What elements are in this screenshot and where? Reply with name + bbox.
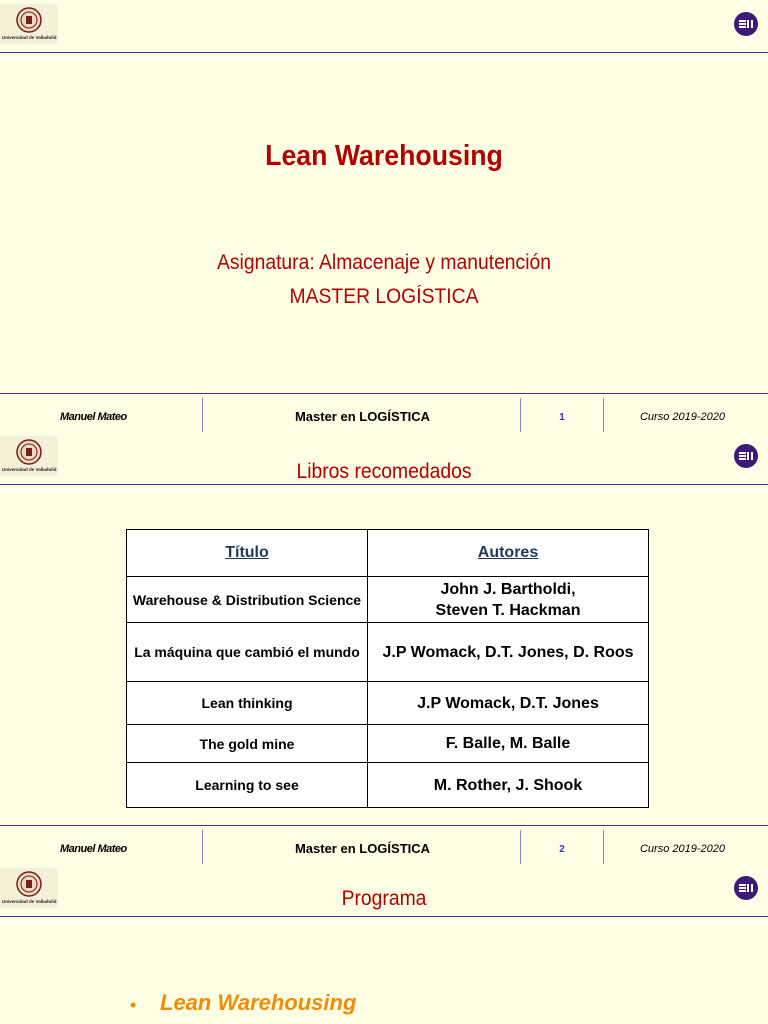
column-header-authors: Autores xyxy=(368,530,649,577)
page-number: 2 xyxy=(559,844,565,855)
table-row xyxy=(127,763,649,808)
footer-divider xyxy=(202,398,203,432)
bullet-text: Lean Warehousing xyxy=(160,990,357,1015)
footer-year: Curso 2019-2020 xyxy=(639,411,725,423)
footer-author: Manuel Mateo xyxy=(60,411,127,423)
footer-divider xyxy=(202,830,203,864)
book-authors xyxy=(368,577,649,623)
books-table xyxy=(126,529,649,808)
table-row xyxy=(127,682,649,725)
table-row xyxy=(127,577,649,623)
header-rule xyxy=(0,52,768,53)
slide-1 xyxy=(0,0,768,432)
page-title: Programa xyxy=(341,887,427,910)
footer-divider xyxy=(520,398,521,432)
bullet-marker: • xyxy=(130,995,137,1015)
book-authors: J.P Womack, D.T. Jones xyxy=(368,682,649,725)
university-logo xyxy=(0,4,58,44)
program-line: MASTER LOGÍSTICA xyxy=(289,285,479,308)
book-authors: F. Balle, M. Balle xyxy=(368,725,649,763)
footer-rule xyxy=(0,393,768,394)
book-title: Lean thinking xyxy=(127,682,368,725)
logo-caption: Universidad de Valladolid xyxy=(2,899,57,904)
page-title: Libros recomedados xyxy=(296,460,472,483)
book-title: Warehouse & Distribution Science xyxy=(127,577,368,623)
table-row xyxy=(127,623,649,682)
page-title: Lean Warehousing xyxy=(265,140,503,172)
eii-badge-icon xyxy=(734,444,758,468)
book-title: Learning to see xyxy=(127,763,368,808)
footer-course: Master en LOGÍSTICA xyxy=(294,409,431,424)
footer-rule xyxy=(0,825,768,826)
table-header-row xyxy=(127,530,649,577)
footer-year: Curso 2019-2020 xyxy=(639,843,725,855)
book-title: La máquina que cambió el mundo xyxy=(127,623,368,682)
header-rule xyxy=(0,916,768,917)
footer-divider xyxy=(603,830,604,864)
table-row xyxy=(127,725,649,763)
university-seal-icon xyxy=(16,6,42,34)
logo-caption: Universidad de Valladolid xyxy=(2,35,57,40)
eii-badge-icon xyxy=(734,12,758,36)
book-authors: M. Rother, J. Shook xyxy=(368,763,649,808)
slide-3 xyxy=(0,864,768,1024)
book-title: The gold mine xyxy=(127,725,368,763)
subject-line: Asignatura: Almacenaje y manutención xyxy=(216,251,552,274)
bullet-item xyxy=(160,990,356,1016)
footer-author: Manuel Mateo xyxy=(60,843,127,855)
eii-badge-icon xyxy=(734,876,758,900)
footer-divider xyxy=(603,398,604,432)
footer-course: Master en LOGÍSTICA xyxy=(294,841,431,856)
authors-line: John J. Bartholdi, xyxy=(440,580,576,598)
column-header-title: Título xyxy=(127,530,368,577)
book-authors: J.P Womack, D.T. Jones, D. Roos xyxy=(368,623,649,682)
header-rule xyxy=(0,484,768,485)
authors-line: Steven T. Hackman xyxy=(435,601,581,619)
footer-divider xyxy=(520,830,521,864)
page-number: 1 xyxy=(559,412,565,423)
logo-caption: Universidad de Valladolid xyxy=(2,467,57,472)
